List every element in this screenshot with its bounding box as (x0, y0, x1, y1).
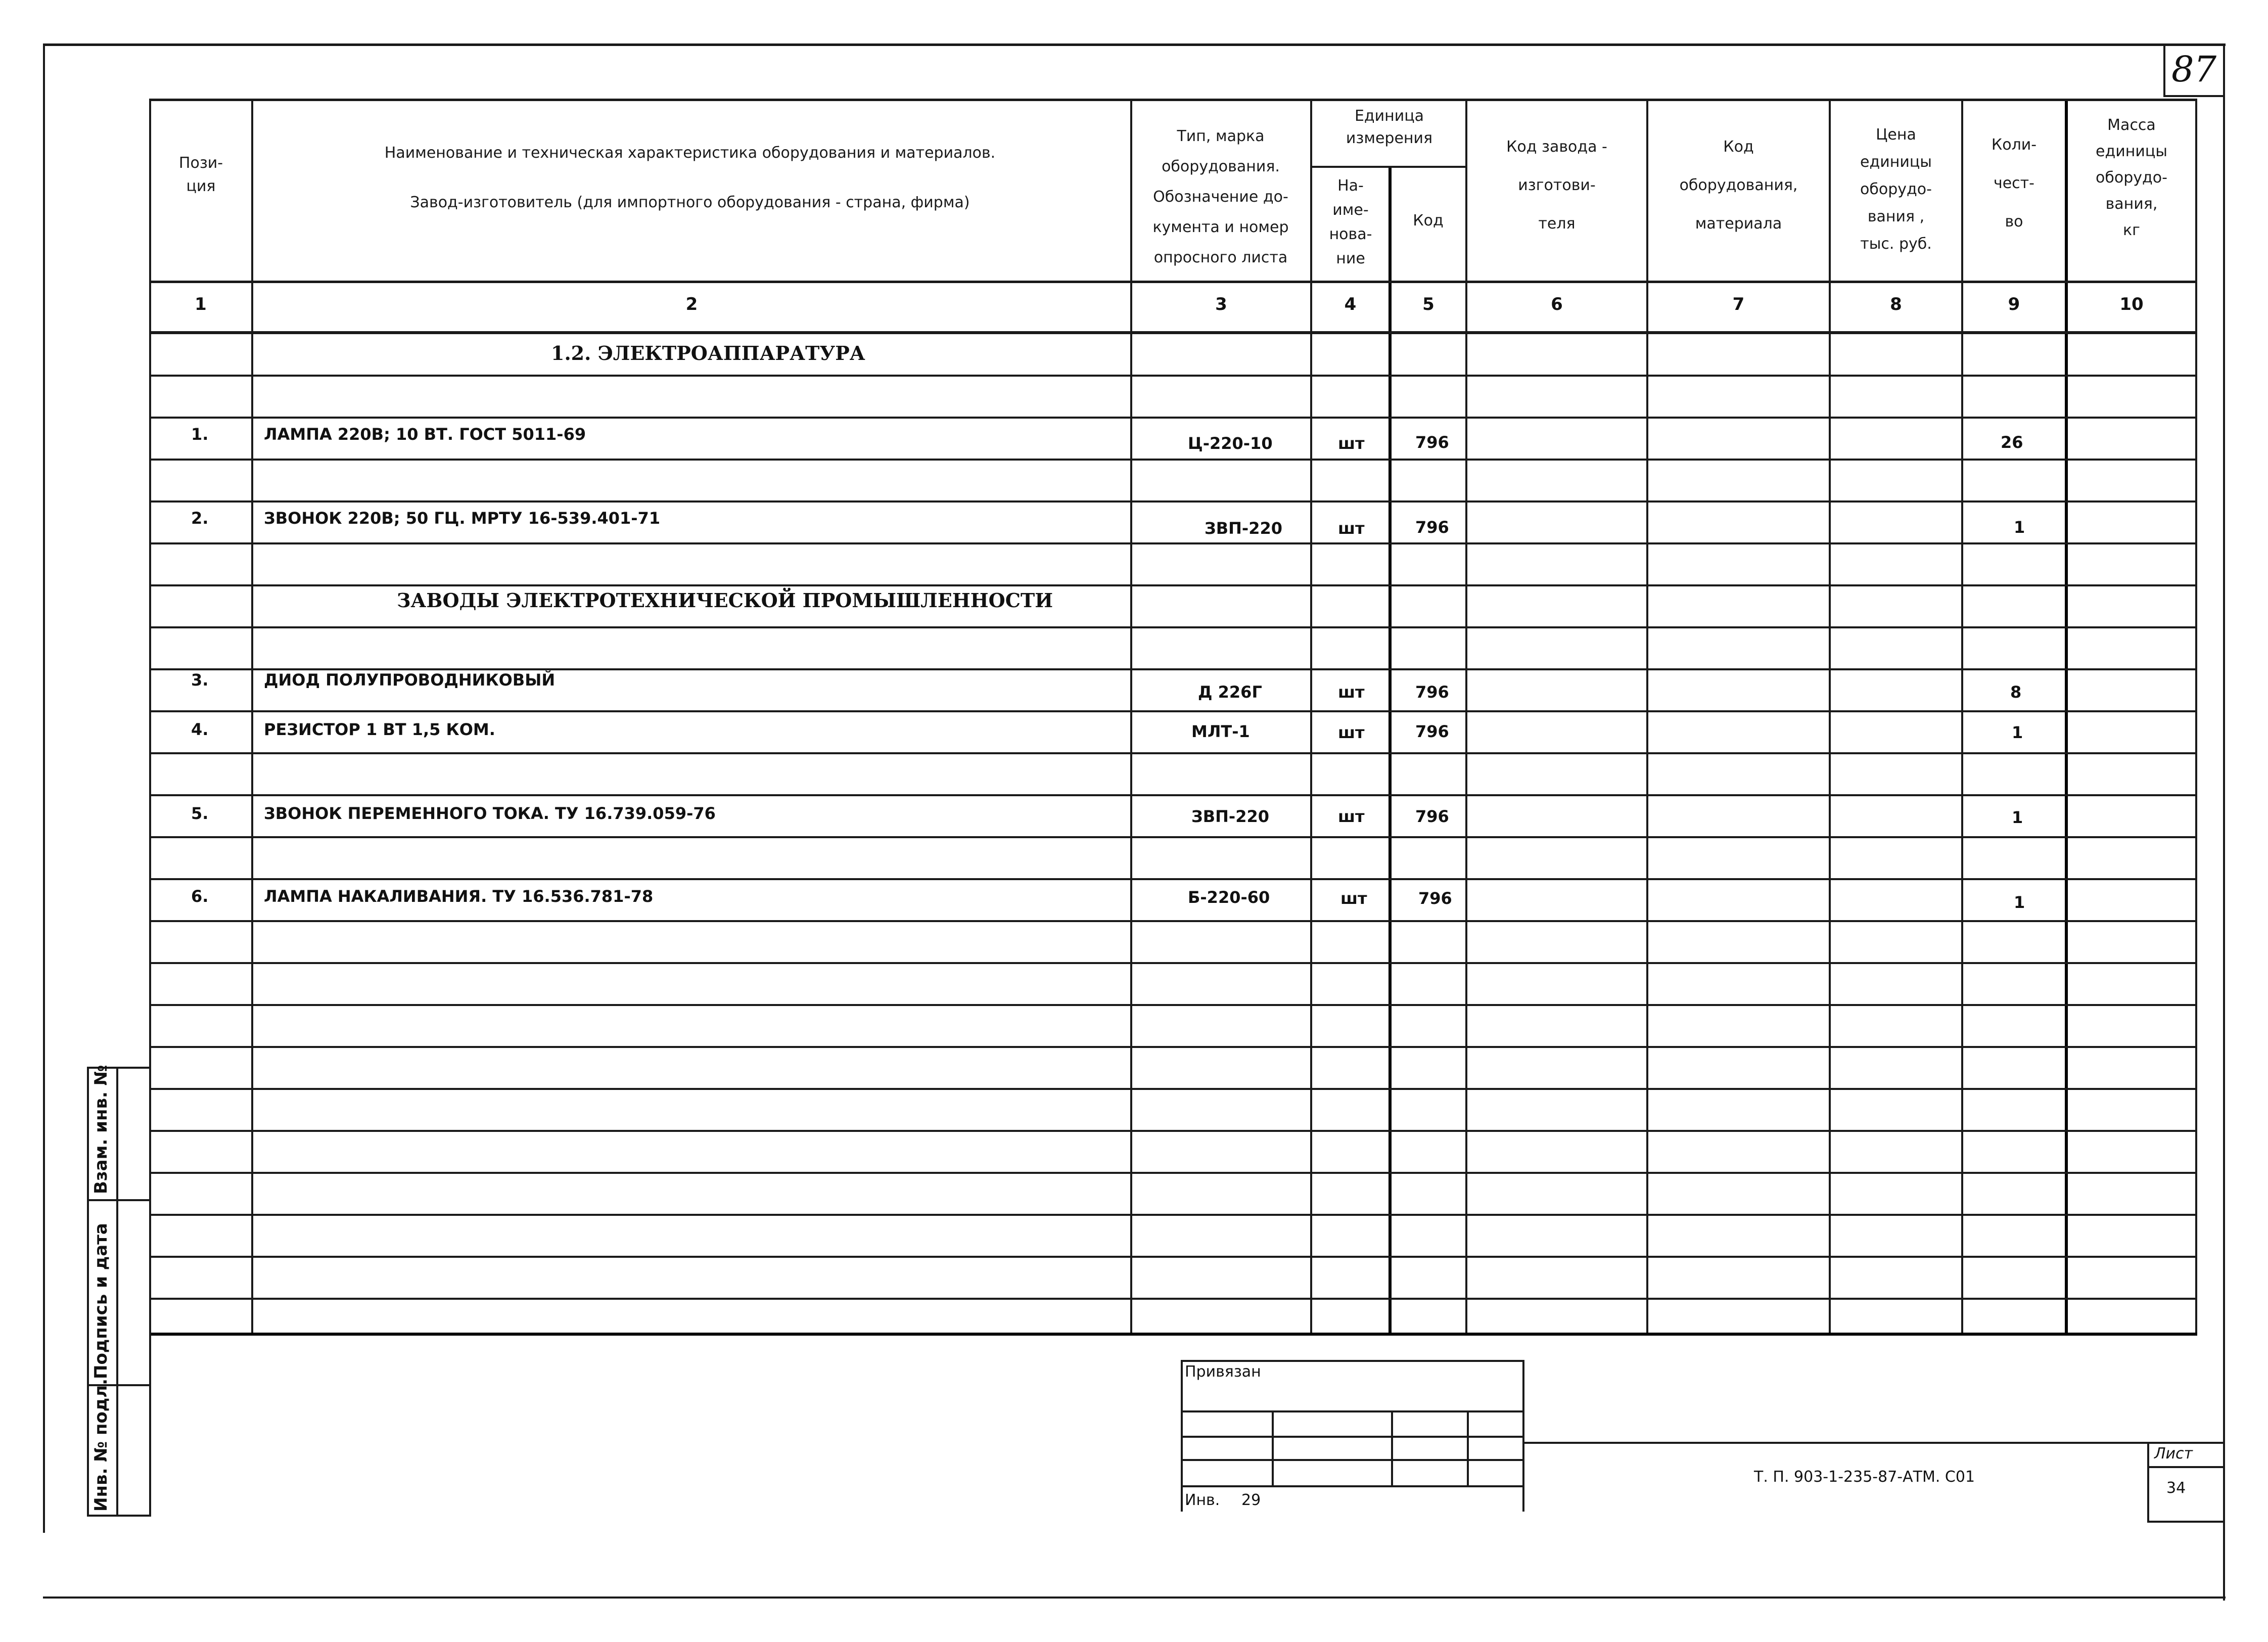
inv-value: 29 (1241, 1491, 1261, 1509)
row-line (149, 962, 2197, 964)
row-code: 796 (1415, 807, 1449, 826)
row-line (149, 417, 2197, 419)
privyazan-col (1467, 1410, 1469, 1486)
row-name: ЗВОНОК ПЕРЕМЕННОГО ТОКА. ТУ 16.739.059-76 (264, 804, 716, 823)
row-type: МЛТ-1 (1191, 722, 1250, 741)
col-line-3 (1310, 99, 1312, 1335)
col-line-8 (1961, 99, 1963, 1335)
row-line (149, 1172, 2197, 1174)
privyazan-line (1181, 1410, 1524, 1412)
row-unit: шт (1340, 889, 1367, 908)
sheet-number: 34 (2166, 1479, 2186, 1497)
unit-subheader-line (1310, 166, 1467, 168)
header-equipment-code: Код оборудования, материала (1679, 138, 1798, 233)
colnum-5: 5 (1422, 294, 1434, 314)
row-quantity: 8 (2010, 682, 2022, 702)
header-mass: Масса единицы оборудо- вания, кг (2096, 116, 2167, 239)
row-line (149, 794, 2197, 796)
col-line-6 (1646, 99, 1648, 1335)
frame-bottom (43, 1597, 2226, 1599)
table-top (149, 99, 2197, 101)
sheet-box-left (2147, 1442, 2149, 1523)
row-line (149, 500, 2197, 503)
header-name-line1: Наименование и техническая характеристика оборудования и материалов. (384, 144, 996, 162)
side-stamp-sep1 (87, 1199, 151, 1201)
side-label-inv: Инв. № подл. (91, 1378, 111, 1512)
row-position: 1. (191, 425, 209, 444)
privyazan-col (1272, 1410, 1274, 1486)
row-unit: шт (1338, 723, 1365, 742)
frame-top (43, 43, 2226, 46)
row-quantity: 1 (2012, 808, 2023, 827)
row-name: ЗВОНОК 220В; 50 ГЦ. МРТУ 16-539.401-71 (264, 509, 661, 528)
row-quantity: 1 (2014, 518, 2025, 537)
row-type: Д 226Г (1198, 682, 1262, 702)
row-line (149, 920, 2197, 922)
side-stamp-mid (116, 1067, 118, 1517)
privyazan-col (1391, 1410, 1393, 1486)
colnum-3: 3 (1215, 294, 1227, 314)
colnum-2: 2 (685, 294, 698, 314)
document-code: Т. П. 903-1-235-87-АТМ. С01 (1754, 1468, 1975, 1486)
row-line (149, 1298, 2197, 1300)
page-number: 87 (2171, 49, 2217, 90)
sheet-box-sep (2147, 1466, 2225, 1468)
row-quantity: 1 (2012, 723, 2023, 742)
header-unit-group: Единица измерения (1346, 107, 1433, 147)
row-line (149, 584, 2197, 586)
header-quantity: Коли- чест- во (1991, 136, 2037, 231)
colnum-1: 1 (195, 294, 207, 314)
row-name: ДИОД ПОЛУПРОВОДНИКОВЫЙ (264, 670, 556, 690)
row-line (149, 1004, 2197, 1006)
sheet-box-bottom (2147, 1521, 2225, 1523)
sheet-label: Лист (2154, 1445, 2193, 1463)
row-position: 6. (191, 887, 209, 906)
row-line (149, 1256, 2197, 1258)
row-line (149, 626, 2197, 628)
frame-left (43, 43, 45, 1533)
row-name: ЛАМПА НАКАЛИВАНИЯ. ТУ 16.536.781-78 (264, 887, 654, 906)
row-line (149, 878, 2197, 880)
page-number-box-left (2163, 43, 2165, 96)
row-line (149, 375, 2197, 377)
row-name: РЕЗИСТОР 1 ВТ 1,5 КОМ. (264, 720, 495, 739)
row-code: 796 (1415, 518, 1449, 537)
row-unit: шт (1338, 519, 1365, 538)
header-name-line2: Завод-изготовитель (для импортного оборудования - страна, фирма) (410, 194, 970, 211)
privyazan-top (1181, 1360, 1524, 1362)
header-unit-name: На- име- нова- ние (1329, 177, 1372, 267)
row-quantity: 1 (2014, 893, 2025, 912)
row-name: ЛАМПА 220В; 10 ВТ. ГОСТ 5011-69 (264, 425, 586, 444)
row-line (149, 710, 2197, 712)
header-price: Цена единицы оборудо- вания , тыс. руб. (1860, 126, 1932, 253)
col-line-1 (251, 99, 253, 1335)
row-line (149, 1088, 2197, 1090)
header-bottom (149, 281, 2197, 283)
row-line (149, 1130, 2197, 1132)
row-line (149, 1214, 2197, 1216)
side-stamp-left (87, 1067, 89, 1517)
colnum-10: 10 (2119, 294, 2144, 314)
header-type: Тип, марка оборудования. Обозначение до- кумента и номер опросного листа (1152, 127, 1289, 266)
row-code: 796 (1415, 433, 1449, 452)
colnum-7: 7 (1732, 294, 1745, 314)
row-line (149, 752, 2197, 754)
privyazan-line (1181, 1459, 1524, 1461)
row-position: 5. (191, 804, 209, 823)
header-factory-code: Код завода - изготови- теля (1506, 138, 1607, 233)
row-unit: шт (1338, 434, 1365, 453)
colnum-8: 8 (1890, 294, 1902, 314)
row-line (149, 459, 2197, 461)
privyazan-line (1181, 1485, 1524, 1487)
privyazan-label: Привязан (1185, 1363, 1261, 1381)
row-position: 2. (191, 509, 209, 528)
side-stamp-right (149, 1067, 151, 1517)
row-position: 3. (191, 670, 209, 690)
col-line-4 (1388, 167, 1392, 1335)
col-line-7 (1829, 99, 1831, 1335)
colnum-9: 9 (2008, 294, 2020, 314)
side-label-podpis: Подпись и дата (91, 1223, 111, 1379)
row-line (149, 836, 2197, 838)
section-title: ЗАВОДЫ ЭЛЕКТРОТЕХНИЧЕСКОЙ ПРОМЫШЛЕННОСТИ (397, 589, 1053, 612)
row-code: 796 (1418, 889, 1452, 908)
side-stamp-bottom (87, 1515, 151, 1517)
frame-right (2223, 43, 2225, 1601)
inv-label: Инв. (1185, 1491, 1220, 1509)
colnum-4: 4 (1344, 294, 1357, 314)
doc-code-top (1522, 1442, 2225, 1444)
row-code: 796 (1415, 682, 1449, 702)
row-type: ЗВП-220 (1205, 519, 1282, 538)
colnum-6: 6 (1551, 294, 1563, 314)
row-line (149, 1046, 2197, 1048)
row-position: 4. (191, 720, 209, 739)
header-unit-code: Код (1413, 212, 1444, 230)
privyazan-line (1181, 1436, 1524, 1438)
col-line-10 (2195, 99, 2197, 1335)
row-quantity: 26 (2001, 433, 2023, 452)
row-type: Ц-220-10 (1188, 434, 1273, 453)
col-line-9 (2065, 99, 2068, 1335)
row-type: ЗВП-220 (1191, 807, 1269, 826)
row-type: Б-220-60 (1188, 888, 1270, 907)
colnum-bottom (149, 331, 2197, 334)
header-position: Пози- ция (178, 154, 223, 195)
page-number-box-bottom (2163, 95, 2225, 97)
row-code: 796 (1415, 722, 1449, 741)
section-title: 1.2. ЭЛЕКТРОАППАРАТУРА (551, 342, 865, 364)
col-line-5 (1465, 99, 1467, 1335)
row-unit: шт (1338, 682, 1365, 702)
side-label-vzam: Взам. инв. № (91, 1065, 111, 1194)
table-bottom (149, 1333, 2197, 1336)
row-line (149, 542, 2197, 544)
col-line-2 (1130, 99, 1132, 1335)
row-unit: шт (1338, 807, 1365, 826)
